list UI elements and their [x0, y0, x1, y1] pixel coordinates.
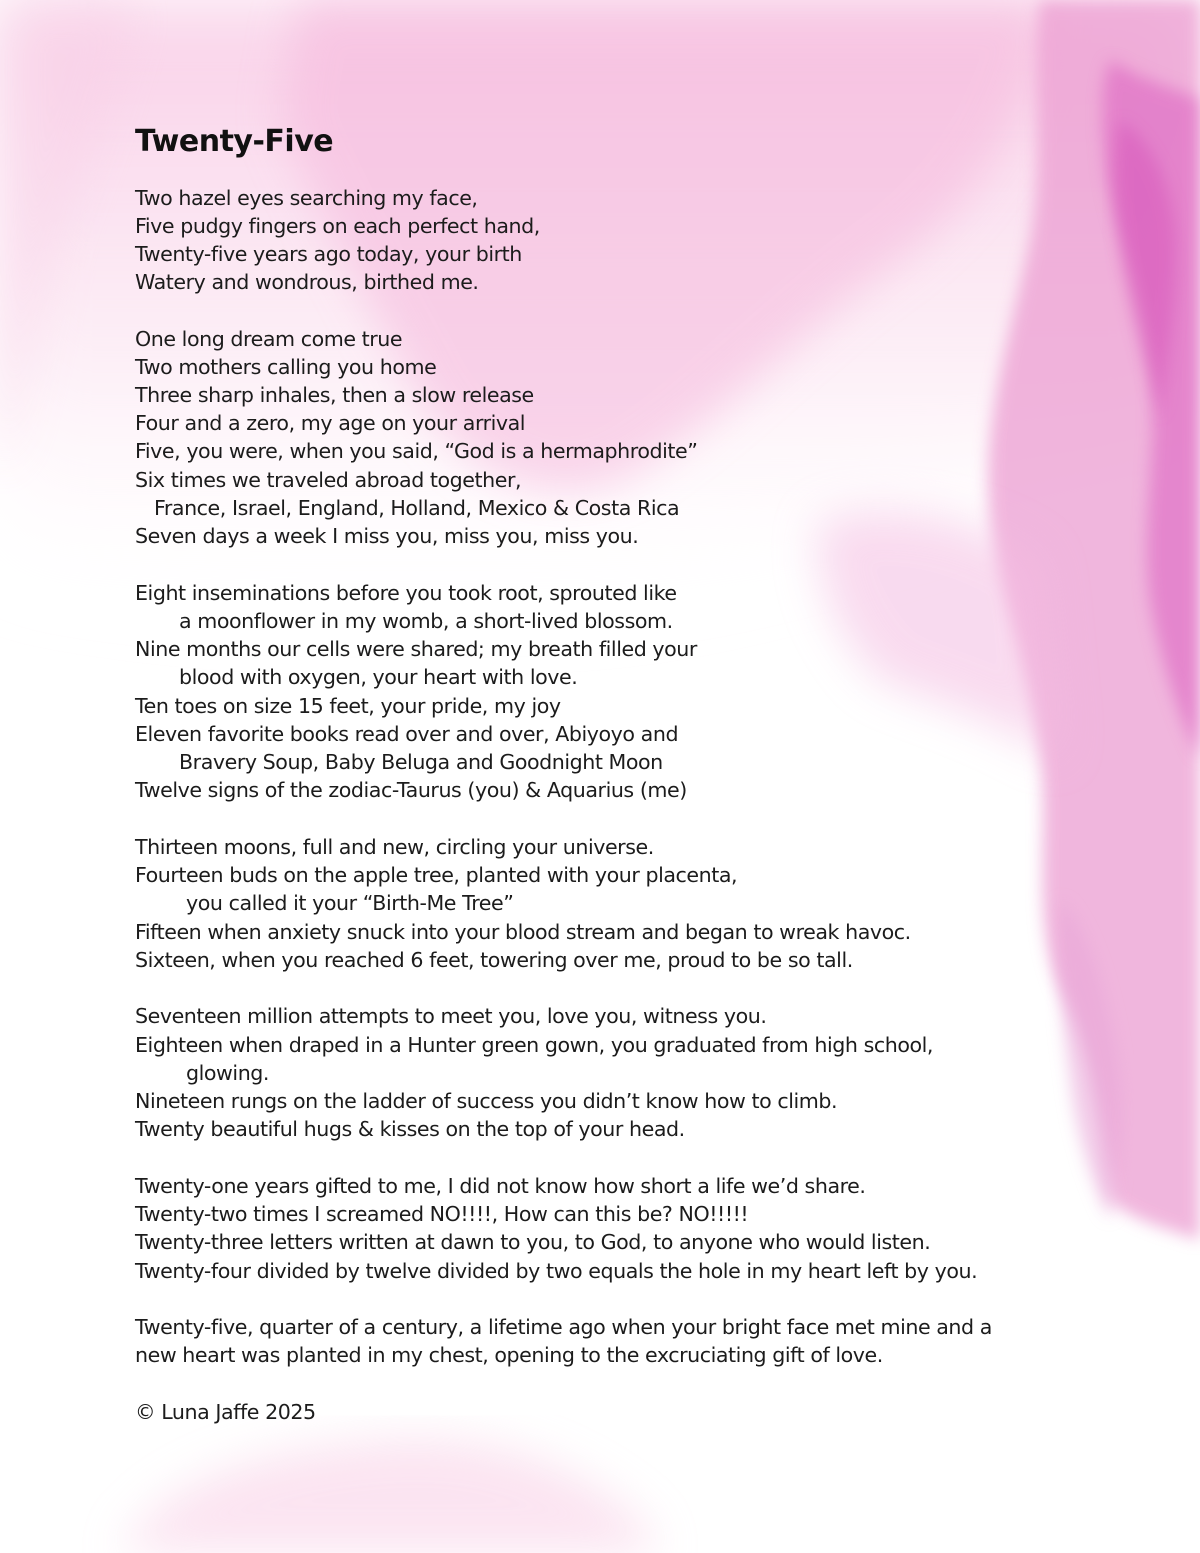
- poem-line: France, Israel, England, Holland, Mexico & Costa Rica: [154, 496, 680, 520]
- poem-line: Eighteen when draped in a Hunter green gown, you graduated from high school,: [135, 1033, 934, 1057]
- copyright-notice: © Luna Jaffe 2025: [135, 1400, 316, 1424]
- poem-line: Eleven favorite books read over and over, Abiyoyo and: [135, 722, 679, 746]
- poem-line: Twenty-two times I screamed NO!!!!, How can this be? NO!!!!!: [135, 1202, 749, 1226]
- poem-line: Nine months our cells were shared; my breath filled your: [135, 637, 697, 661]
- poem-line: new heart was planted in my chest, opening to the excruciating gift of love.: [135, 1343, 883, 1367]
- poem-line: Twenty beautiful hugs & kisses on the top of your head.: [135, 1117, 685, 1141]
- poem-line: Sixteen, when you reached 6 feet, towering over me, proud to be so tall.: [135, 948, 853, 972]
- poem-line: Six times we traveled abroad together,: [135, 468, 522, 492]
- poem-line: Three sharp inhales, then a slow release: [135, 383, 534, 407]
- poem-line: blood with oxygen, your heart with love.: [179, 665, 578, 689]
- poem-line: you called it your “Birth-Me Tree”: [186, 891, 514, 915]
- poem-title: Twenty-Five: [135, 124, 334, 159]
- poem-line: Twenty-five, quarter of a century, a lifetime ago when your bright face met mine and a: [135, 1315, 992, 1339]
- poem-line: Nineteen rungs on the ladder of success you didn’t know how to climb.: [135, 1089, 838, 1113]
- poem-line: Two hazel eyes searching my face,: [135, 186, 478, 210]
- poem-line: Thirteen moons, full and new, circling your universe.: [135, 835, 654, 859]
- poem-line: Twenty-five years ago today, your birth: [135, 242, 522, 266]
- poem-line: Ten toes on size 15 feet, your pride, my joy: [135, 694, 561, 718]
- poem-line: Twenty-three letters written at dawn to you, to God, to anyone who would listen.: [135, 1230, 931, 1254]
- poem-line: Five pudgy fingers on each perfect hand,: [135, 214, 540, 238]
- poem-line: Five, you were, when you said, “God is a hermaphrodite”: [135, 439, 698, 463]
- poem-line: Seven days a week I miss you, miss you, miss you.: [135, 524, 639, 548]
- poem-line: Two mothers calling you home: [135, 355, 437, 379]
- poem-line: a moonflower in my womb, a short-lived blossom.: [179, 609, 673, 633]
- poem-line: Watery and wondrous, birthed me.: [135, 270, 479, 294]
- poem-line: Fifteen when anxiety snuck into your blood stream and began to wreak havoc.: [135, 920, 911, 944]
- poem-line: Twelve signs of the zodiac-Taurus (you) & Aquarius (me): [135, 778, 687, 802]
- poem-line: Four and a zero, my age on your arrival: [135, 411, 526, 435]
- poem-line: Twenty-four divided by twelve divided by two equals the hole in my heart left by you.: [135, 1259, 978, 1283]
- poem-line: One long dream come true: [135, 327, 403, 351]
- poem-line: Fourteen buds on the apple tree, planted with your placenta,: [135, 863, 738, 887]
- poem-line: Seventeen million attempts to meet you, love you, witness you.: [135, 1004, 767, 1028]
- poem-line: glowing.: [186, 1061, 270, 1085]
- poem-line: Bravery Soup, Baby Beluga and Goodnight Moon: [179, 750, 663, 774]
- poem-line: Eight inseminations before you took root, sprouted like: [135, 581, 677, 605]
- poem-line: Twenty-one years gifted to me, I did not know how short a life we’d share.: [135, 1174, 866, 1198]
